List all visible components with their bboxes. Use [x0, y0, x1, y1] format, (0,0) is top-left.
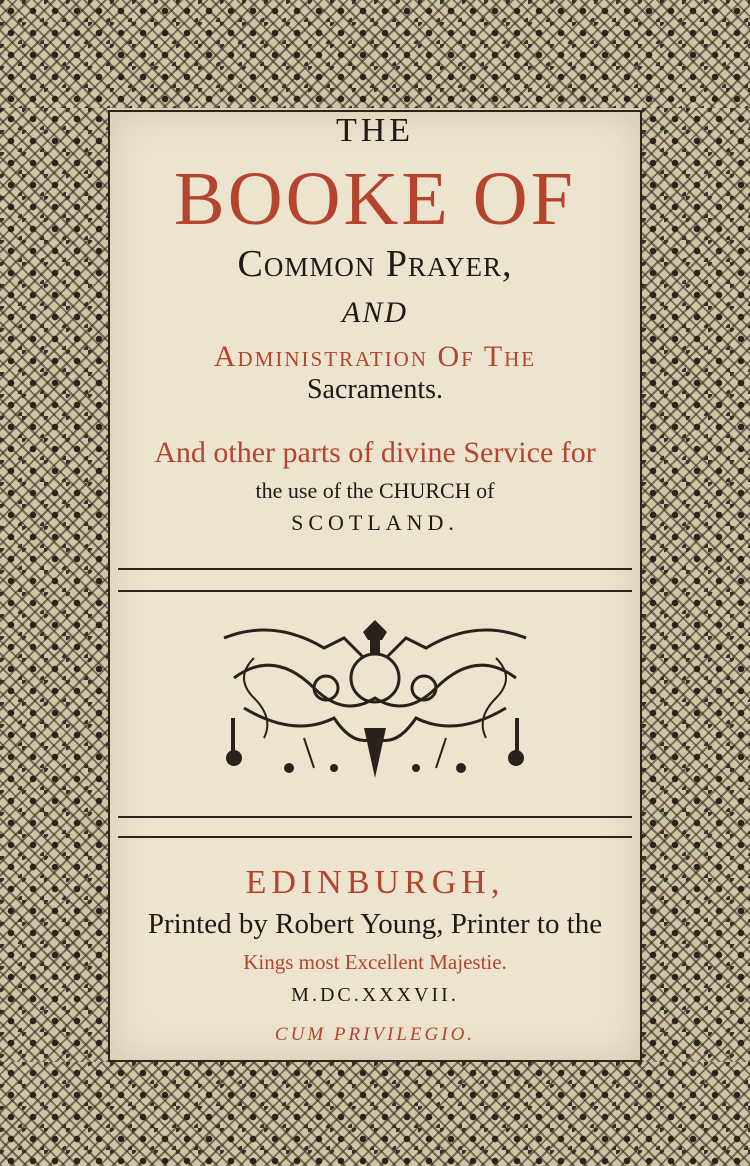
title-common-prayer: Common Prayer,	[237, 243, 513, 285]
title-and: AND	[342, 296, 408, 329]
imprint-edinburgh: EDINBURGH,	[245, 864, 505, 901]
ornamental-border-bottom	[0, 1062, 750, 1166]
imprint-date: M.DC.XXXVII.	[291, 984, 459, 1006]
title-other-parts: And other parts of divine Service for	[154, 436, 596, 469]
ornamental-border-top	[0, 0, 750, 108]
title-page	[108, 110, 642, 1062]
royal-arms-ornament-icon	[214, 618, 536, 790]
title-booke-of: BOOKE OF	[174, 157, 576, 241]
title-scotland: SCOTLAND.	[291, 510, 459, 535]
title-use-of-church: the use of the CHURCH of	[255, 478, 495, 503]
title-sacraments: Sacraments.	[306, 374, 444, 405]
title-administration: Administration Of The	[213, 340, 537, 373]
title-the: THE	[335, 112, 415, 149]
divider-rule	[118, 816, 632, 818]
ornamental-border-left	[0, 108, 108, 1062]
imprint-cum-privilegio: CUM PRIVILEGIO.	[274, 1024, 476, 1045]
imprint-kings-majestie: Kings most Excellent Majestie.	[243, 950, 507, 974]
ornamental-border-right	[642, 108, 750, 1062]
divider-rule	[118, 568, 632, 570]
divider-rule	[118, 590, 632, 592]
divider-rule	[118, 836, 632, 838]
imprint-printer: Printed by Robert Young, Printer to the	[147, 908, 603, 940]
